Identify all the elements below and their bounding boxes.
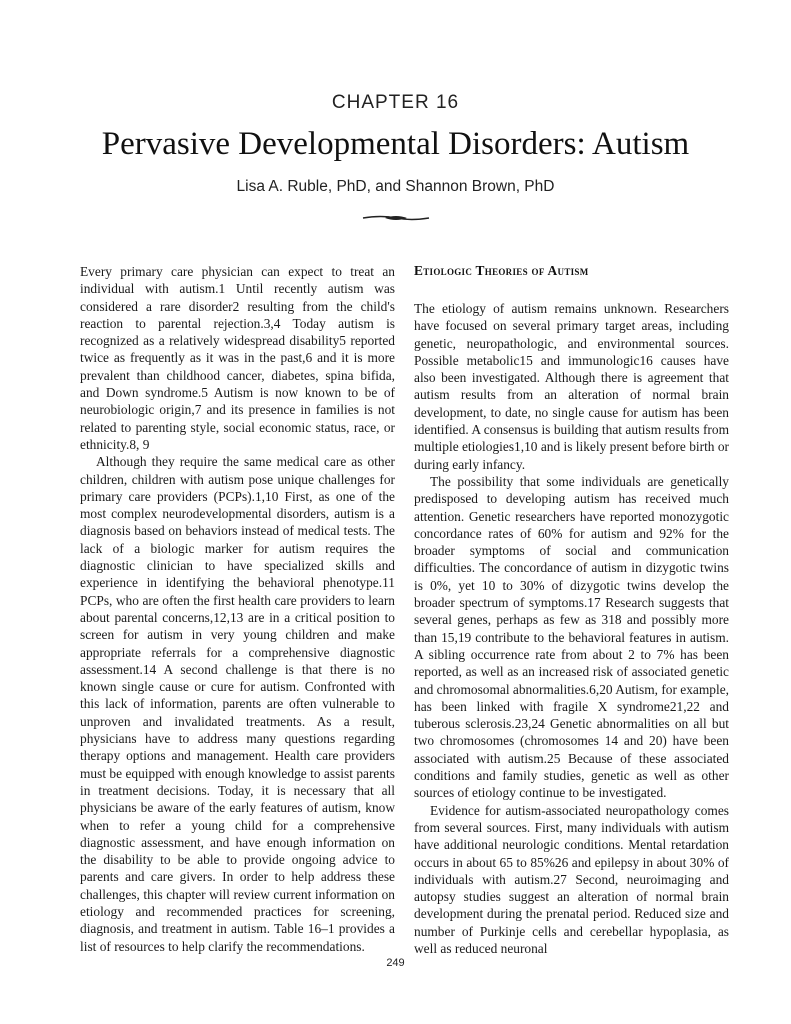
title-ornament — [361, 212, 431, 224]
paragraph-etiology: The etiology of autism remains unknown. Researchers have focused on several primary target areas, including genetic, neuropathologic, and environmental sources. Possible metabolic15 and immunologic16 causes have also been investigated. Although there is agreement that autism results from an alteration of normal brain development, to date, no single cause for autism has been identified. A consensus is building that autism results from multiple etiologies1,10 and is likely present before birth or during early infancy. — [414, 301, 729, 472]
chapter-label: CHAPTER 16 — [331, 92, 460, 113]
paragraph-challenges: Although they require the same medical care as other children, children with autism pose unique challenges for primary care providers (PCPs).1,10 First, as one of the most complex neurodevelopmental disorders, autism is a diagnosis based on behaviors instead of medical tests. The lack of a biologic marker for autism requires the diagnostic clinician to have specialized skills and experience in identifying the behavioral phenotype.11 PCPs, who are often the first health care providers to learn about parental concerns,12,13 are in a critical position to screen for autism in very young children and make appropriate referrals for a comprehensive diagnostic assessment.14 A second challenge is that there is no known single cause or cure for autism. Confronted with this lack of information, parents are often vulnerable to unproven and invalidated treatments. As a result, physicians have to address many questions regarding therapy options and management. Health care providers must be equipped with enough knowledge to assist parents in treatment decisions. Today, it is necessary that all physicians be aware of the early features of autism, know when to refer a young child for a comprehensive diagnostic assessment, and have enough information on the disability to be able to provide ongoing advice to parents and care givers. In order to help address these challenges, this chapter will review current information on etiology and recommended practices for screening, diagnosis, and treatment in autism. Table 16–1 provides a list of resources to help clarify the recommendations. — [80, 454, 395, 954]
right-column — [414, 300, 729, 957]
page-number: 249 — [386, 957, 405, 969]
authors: Lisa A. Ruble, PhD, and Shannon Brown, PhD — [236, 178, 555, 195]
paragraph-neuropathology: Evidence for autism-associated neuropathology comes from several sources. First, many individuals with autism have additional neurologic conditions. Mental retardation occurs in about 65 to 85%26 and epilepsy in about 30% of individuals with autism.27 Second, neuroimaging and autopsy studies suggest an alteration of normal brain development during the prenatal period. Reduced size and number of Purkinje cells and cerebellar hypoplasia, as well as reduced neuronal — [414, 802, 729, 956]
paragraph-intro: Every primary care physician can expect to treat an individual with autism.1 Until recently autism was considered a rare disorder2 resulting from the child's reaction to parental rejection.3,4 Today autism is recognized as a relatively widespread disability5 reported twice as frequently as it was in the past,6 and it is more prevalent than childhood cancer, diabetes, spina bifida, and Down syndrome.5 Autism is now known to be of neurobiologic origin,7 and its presence in families is not related to parenting style, social economic status, race, or ethnicity.8, 9 — [80, 264, 395, 452]
paragraph-genetics: The possibility that some individuals are genetically predisposed to developing autism has received much attention. Genetic researchers have reported monozygotic concordance rates of 60% for autism and 92% for the broader symptoms of social and communication difficulties. The concordance of autism in dizygotic twins is 0%, yet 10 to 30% of dizygotic twins develop the broader spectrum of symptoms.17 Research suggests that several genes, perhaps as few as 318 and possibly more than 15,19 contribute to the behavioral features in autism. A sibling occurrence rate from about 2 to 7% has been reported, as well as an increased risk of associated genetic and chromosomal abnormalities.6,20 Autism, for example, has been linked with fragile X syndrome21,22 and tuberous sclerosis.23,24 Genetic abnormalities on all but two chromosomes (chromosomes 14 and 20) have been associated with autism.25 Because of these associated conditions and family studies, genetic as well as other sources of etiology continue to be investigated. — [414, 473, 729, 801]
left-column — [80, 263, 395, 955]
chapter-title: Pervasive Developmental Disorders: Autism — [101, 126, 690, 162]
section-heading: Etiologic Theories of Autism — [414, 263, 589, 278]
